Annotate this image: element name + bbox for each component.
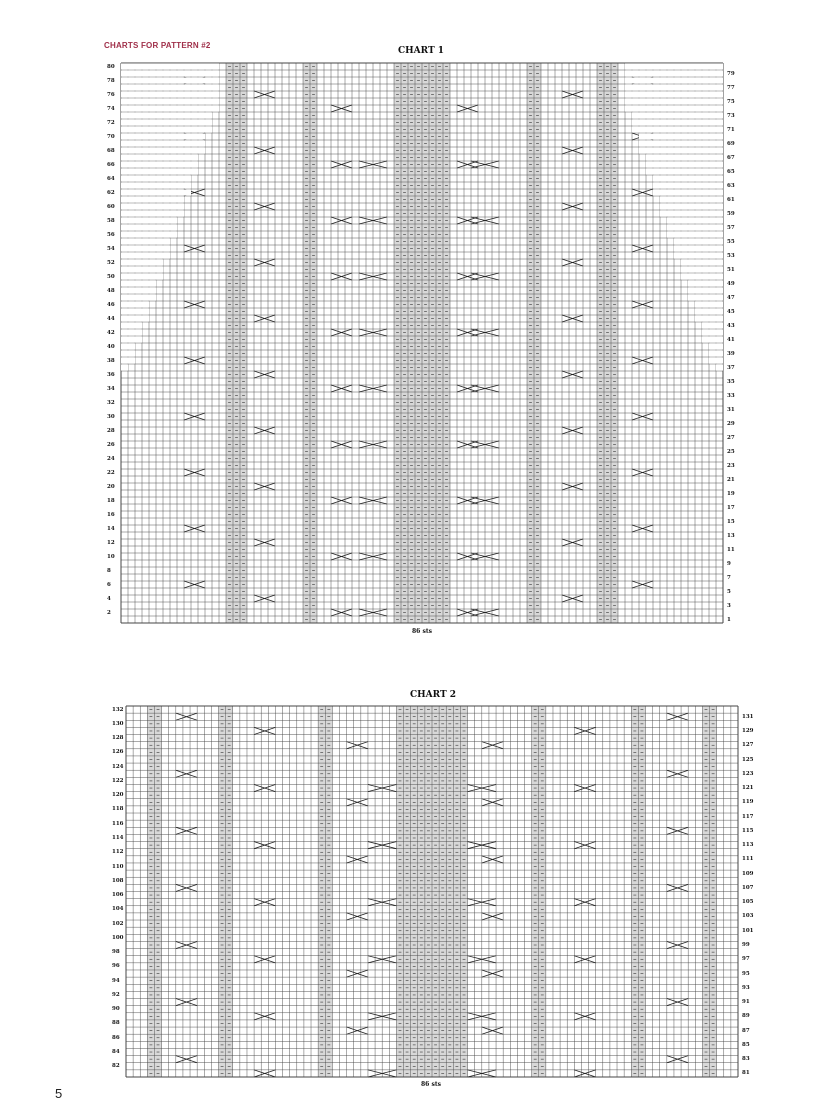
row-number-left: 36 [107, 371, 115, 378]
row-number-left: 92 [112, 991, 120, 998]
chart-2-stitch-count: 86 sts [421, 1081, 441, 1088]
row-number-left: 116 [112, 820, 124, 827]
row-number-right: 97 [742, 956, 750, 963]
row-number-left: 60 [107, 203, 115, 210]
row-number-right: 39 [727, 350, 735, 357]
row-number-right: 47 [727, 294, 735, 301]
row-number-left: 26 [107, 441, 115, 448]
row-number-left: 62 [107, 189, 115, 196]
row-number-right: 61 [727, 196, 735, 203]
row-number-right: 41 [727, 336, 735, 343]
row-number-left: 78 [107, 77, 115, 84]
row-number-left: 44 [107, 315, 115, 322]
row-number-right: 43 [727, 322, 735, 329]
row-number-right: 87 [742, 1027, 750, 1034]
row-number-right: 7 [727, 574, 731, 581]
row-number-right: 99 [742, 942, 750, 948]
row-number-left: 42 [107, 329, 115, 336]
row-number-left: 52 [107, 259, 115, 266]
row-number-left: 74 [107, 105, 115, 112]
row-number-right: 21 [727, 476, 735, 483]
row-number-right: 29 [727, 420, 735, 427]
row-number-right: 79 [727, 70, 735, 77]
row-number-left: 128 [112, 735, 124, 742]
row-number-right: 49 [727, 280, 735, 287]
row-number-left: 32 [107, 399, 115, 406]
row-number-right: 19 [727, 490, 735, 497]
row-number-right: 5 [727, 588, 731, 595]
row-number-left: 48 [107, 287, 115, 294]
row-number-left: 84 [112, 1049, 120, 1056]
row-number-left: 38 [107, 357, 115, 364]
row-number-right: 75 [727, 98, 735, 105]
row-number-left: 132 [112, 706, 124, 713]
row-number-right: 65 [727, 168, 735, 175]
row-number-right: 83 [742, 1056, 750, 1063]
chart-grid-lines [121, 63, 723, 623]
chart-1-grid [121, 63, 723, 623]
row-number-right: 101 [742, 927, 754, 934]
row-number-right: 95 [742, 970, 750, 977]
row-number-left: 34 [107, 385, 115, 392]
row-number-left: 112 [112, 849, 124, 856]
row-number-left: 58 [107, 217, 115, 224]
page-number: 5 [55, 1086, 63, 1101]
row-number-left: 108 [112, 877, 124, 884]
row-number-left: 40 [107, 343, 115, 350]
row-number-left: 30 [107, 413, 115, 420]
row-number-right: 77 [727, 84, 735, 91]
row-number-right: 131 [742, 713, 754, 720]
chart-2-grid [126, 706, 738, 1077]
chart-1-stitch-count: 86 sts [412, 628, 432, 635]
row-number-left: 88 [112, 1020, 120, 1027]
row-number-left: 82 [112, 1063, 120, 1070]
chart-grid-lines [126, 706, 738, 1077]
row-number-left: 12 [107, 539, 115, 546]
row-number-right: 113 [742, 842, 754, 849]
row-number-right: 27 [727, 434, 735, 441]
row-number-left: 122 [112, 777, 124, 784]
row-number-left: 124 [112, 763, 124, 770]
row-number-left: 110 [112, 863, 124, 870]
row-number-left: 80 [107, 63, 115, 70]
row-number-right: 23 [727, 462, 735, 469]
row-number-left: 20 [107, 483, 115, 490]
row-number-left: 56 [107, 231, 115, 238]
row-number-left: 98 [112, 949, 120, 956]
row-number-right: 35 [727, 378, 735, 385]
row-number-left: 94 [112, 977, 120, 984]
row-number-right: 119 [742, 799, 754, 806]
row-number-left: 120 [112, 792, 124, 799]
row-number-right: 85 [742, 1041, 750, 1048]
row-number-right: 125 [742, 756, 754, 763]
row-number-left: 130 [112, 720, 124, 727]
row-number-right: 51 [727, 266, 735, 273]
row-number-right: 13 [727, 532, 735, 539]
row-number-left: 54 [107, 245, 115, 252]
chart-1-title: CHART 1 [398, 46, 445, 56]
row-number-right: 121 [742, 785, 754, 792]
row-number-right: 93 [742, 984, 750, 991]
row-number-right: 15 [727, 518, 735, 525]
row-number-right: 63 [727, 182, 735, 189]
row-number-right: 1 [727, 616, 731, 623]
row-number-left: 4 [107, 595, 111, 602]
row-number-left: 72 [107, 119, 115, 126]
row-number-left: 70 [107, 133, 115, 140]
row-number-right: 73 [727, 112, 735, 119]
row-number-right: 127 [742, 742, 754, 749]
row-number-right: 81 [742, 1070, 750, 1077]
row-number-right: 11 [727, 546, 735, 553]
chart-2-title: CHART 2 [410, 690, 457, 700]
row-number-right: 55 [727, 238, 735, 245]
row-number-left: 68 [107, 147, 115, 154]
row-number-right: 53 [727, 252, 735, 259]
row-number-right: 45 [727, 308, 735, 315]
row-number-right: 59 [727, 210, 735, 217]
row-number-left: 24 [107, 455, 115, 462]
row-number-left: 90 [112, 1006, 120, 1013]
row-number-left: 66 [107, 161, 115, 168]
row-number-left: 8 [107, 567, 111, 574]
row-number-left: 10 [107, 553, 115, 560]
row-number-left: 50 [107, 273, 115, 280]
row-number-left: 2 [107, 609, 111, 616]
row-number-right: 129 [742, 727, 754, 734]
row-number-left: 22 [107, 469, 115, 476]
row-number-right: 9 [727, 560, 731, 567]
row-number-right: 107 [742, 884, 754, 891]
row-number-right: 109 [742, 870, 754, 877]
row-number-left: 76 [107, 91, 115, 98]
row-number-right: 37 [727, 364, 735, 371]
row-number-right: 67 [727, 154, 735, 161]
row-number-right: 25 [727, 448, 735, 455]
row-number-right: 17 [727, 504, 735, 511]
row-number-left: 102 [112, 920, 124, 927]
row-number-right: 89 [742, 1013, 750, 1020]
row-number-left: 96 [112, 963, 120, 970]
row-number-right: 105 [742, 899, 754, 906]
row-number-left: 118 [112, 806, 124, 813]
row-number-right: 111 [742, 856, 754, 863]
row-number-left: 106 [112, 892, 124, 899]
row-number-right: 71 [727, 126, 735, 133]
row-number-left: 6 [107, 581, 111, 588]
row-number-right: 31 [727, 406, 735, 413]
row-number-right: 103 [742, 913, 754, 920]
row-number-left: 46 [107, 301, 115, 308]
row-number-right: 91 [742, 999, 750, 1006]
row-number-left: 16 [107, 511, 115, 518]
page-heading: CHARTS FOR PATTERN #2 [104, 41, 211, 50]
row-number-left: 114 [112, 834, 124, 841]
row-number-right: 69 [727, 140, 735, 147]
row-number-left: 126 [112, 749, 124, 756]
row-number-left: 14 [107, 525, 115, 532]
row-number-left: 100 [112, 934, 124, 941]
row-number-right: 117 [742, 813, 754, 820]
row-number-right: 115 [742, 827, 754, 834]
row-number-right: 57 [727, 224, 735, 231]
row-number-left: 28 [107, 427, 115, 434]
row-number-right: 33 [727, 392, 735, 399]
row-number-left: 64 [107, 175, 115, 182]
row-number-left: 86 [112, 1034, 120, 1041]
row-number-right: 3 [727, 602, 731, 609]
row-number-left: 18 [107, 497, 115, 504]
row-number-right: 123 [742, 770, 754, 777]
row-number-left: 104 [112, 906, 124, 913]
